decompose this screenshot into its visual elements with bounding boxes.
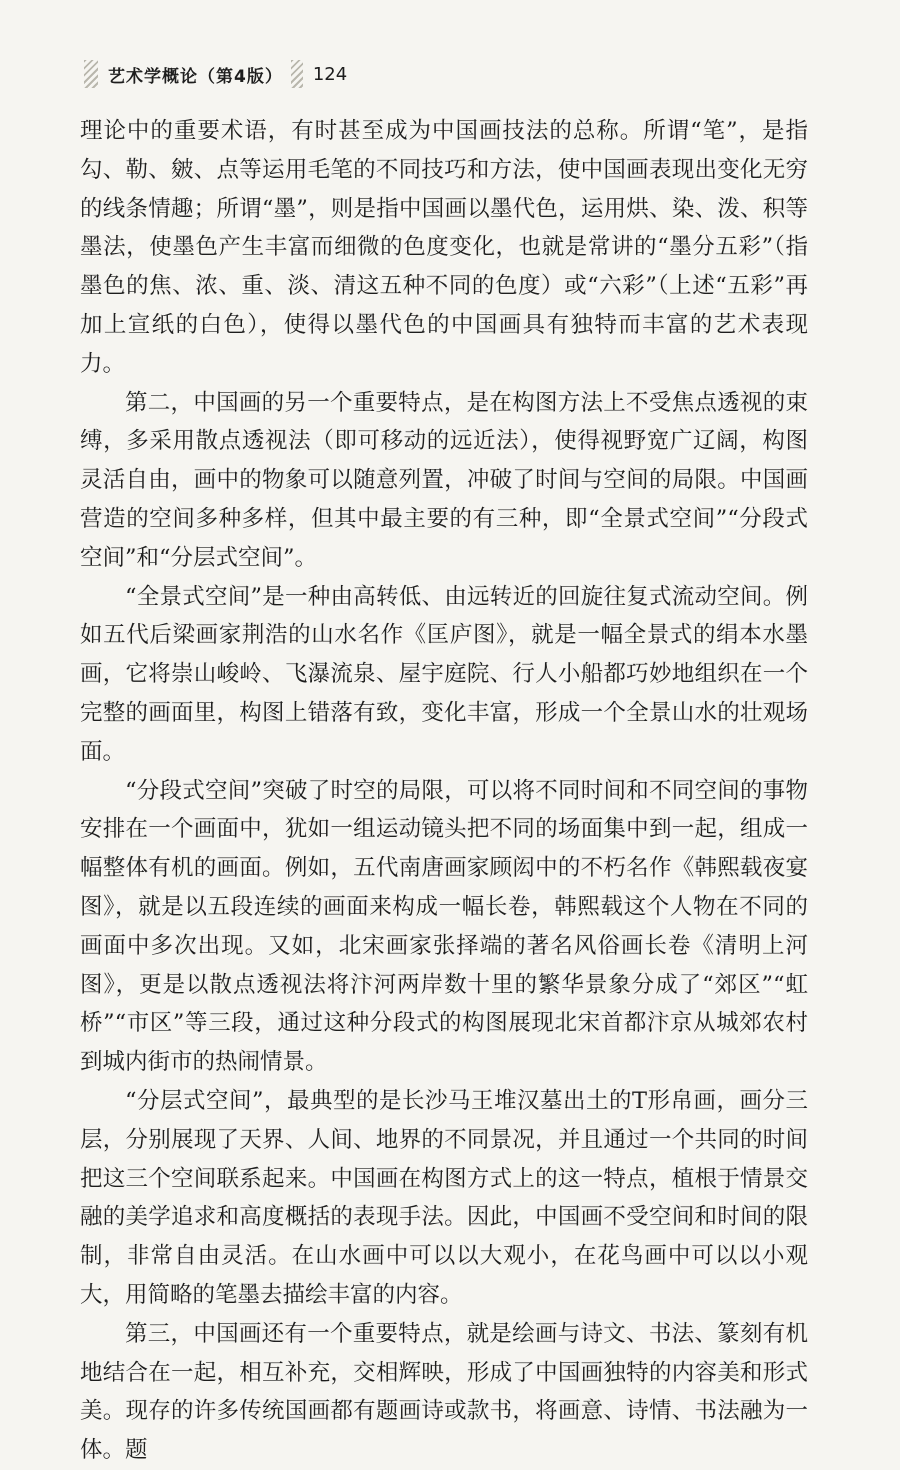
paragraph: “全景式空间”是一种由高转低、由远转近的回旋往复式流动空间。例如五代后梁画家荆浩的山水名作《匡庐图》，就是一幅全景式的绢本水墨画，它将崇山峻岭、飞瀑流泉、屋宇庭院、行人小船都巧妙地组织在一个完整的画面里，构图上错落有致，变化丰富，形成一个全景山水的壮观场面。 xyxy=(80,583,808,765)
paragraph: 第三，中国画还有一个重要特点，就是绘画与诗文、书法、篆刻有机地结合在一起，相互补充，交相辉映，形成了中国画独特的内容美和形式美。现存的许多传统国画都有题画诗或款书，将画意、诗情、书法融为一体。题 xyxy=(80,1320,808,1464)
header-ornament xyxy=(84,60,98,88)
paragraph: 第二，中国画的另一个重要特点，是在构图方法上不受焦点透视的束缚，多采用散点透视法（即可移动的远近法），使得视野宽广辽阔，构图灵活自由，画中的物象可以随意列置，冲破了时间与空间的局限。中国画营造的空间多种多样，但其中最主要的有三种，即“全景式空间”“分段式空间”和“分层式空间”。 xyxy=(80,389,808,571)
header-ornament xyxy=(291,60,303,88)
page-number: 124 xyxy=(312,63,348,85)
body-text xyxy=(80,112,808,1470)
book-title: 艺术学概论（第4版） xyxy=(108,66,283,87)
paragraph: “分段式空间”突破了时空的局限，可以将不同时间和不同空间的事物安排在一个画面中，犹如一组运动镜头把不同的场面集中到一起，组成一幅整体有机的画面。例如，五代南唐画家顾闳中的不朽名作《韩熙载夜宴图》，就是以五段连续的画面来构成一幅长卷，韩熙载这个人物在不同的画面中多次出现。又如，北宋画家张择端的著名风俗画长卷《清明上河图》，更是以散点透视法将汴河两岸数十里的繁华景象分成了“郊区”“虹桥”“市区”等三段，通过这种分段式的构图展现北宋首都汴京从城郊农村到城内街市的热闹情景。 xyxy=(80,777,808,1076)
paragraph: “分层式空间”，最典型的是长沙马王堆汉墓出土的T形帛画，画分三层，分别展现了天界、人间、地界的不同景况，并且通过一个共同的时间把这三个空间联系起来。中国画在构图方式上的这一特点，植根于情景交融的美学追求和高度概括的表现手法。因此，中国画不受空间和时间的限制，非常自由灵活。在山水画中可以以大观小，在花鸟画中可以以小观大，用简略的笔墨去描绘丰富的内容。 xyxy=(80,1087,808,1308)
running-header xyxy=(84,56,347,92)
paragraph: 理论中的重要术语，有时甚至成为中国画技法的总称。所谓“笔”，是指勾、勒、皴、点等运用毛笔的不同技巧和方法，使中国画表现出变化无穷的线条情趣；所谓“墨”，则是指中国画以墨代色，运用烘、染、泼、积等墨法，使墨色产生丰富而细微的色度变化，也就是常讲的“墨分五彩”（指墨色的焦、浓、重、淡、清这五种不同的色度）或“六彩”（上述“五彩”再加上宣纸的白色），使得以墨代色的中国画具有独特而丰富的艺术表现力。 xyxy=(80,118,808,377)
